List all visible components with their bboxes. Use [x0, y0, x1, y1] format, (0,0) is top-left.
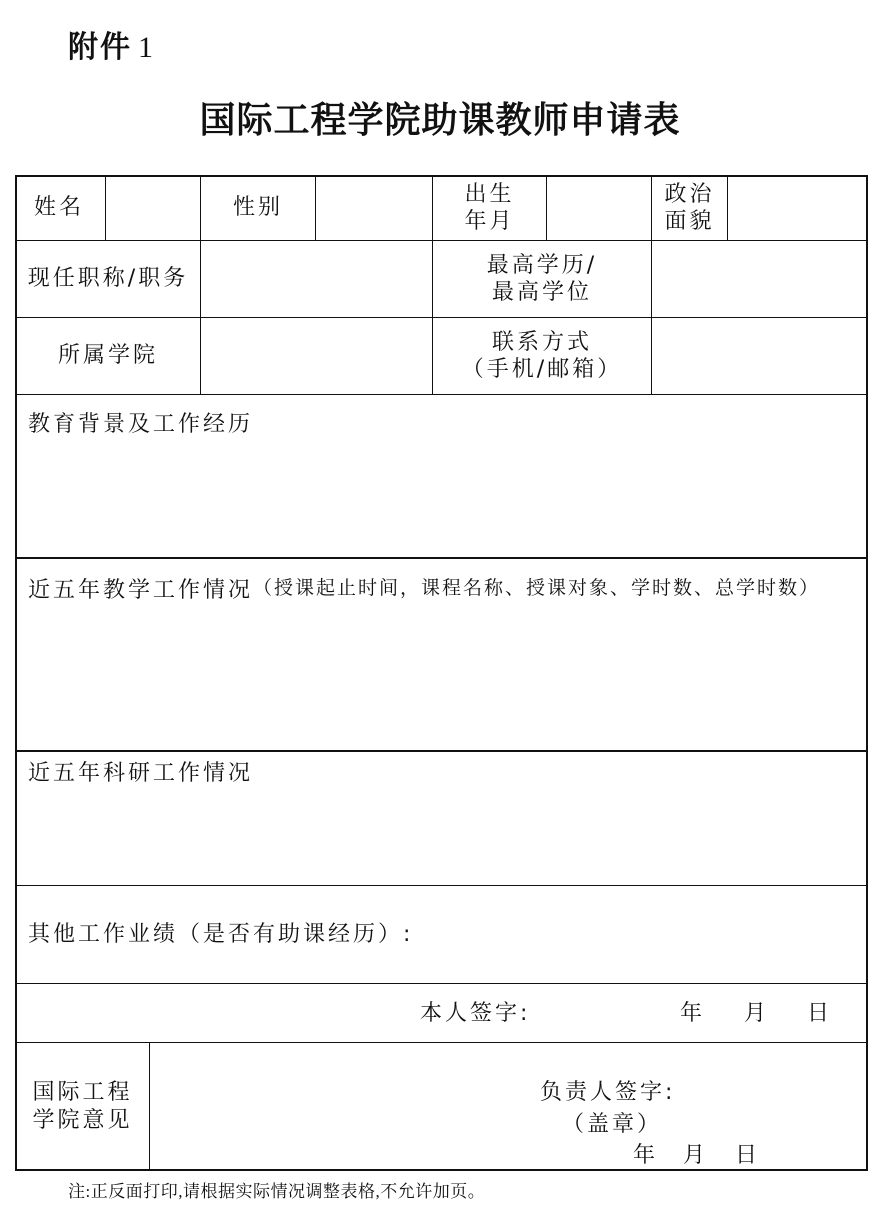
contact-label-line1: 联系方式	[491, 329, 592, 355]
teaching-label: 近五年教学工作情况	[28, 578, 254, 603]
gender-field[interactable]	[315, 175, 433, 241]
application-form	[15, 175, 868, 1171]
political-label-line1: 政治	[664, 181, 715, 207]
degree-label-line1: 最高学历/	[486, 252, 598, 278]
signature-year-label: 年	[680, 1001, 706, 1026]
political-label-line2: 面貌	[664, 209, 715, 234]
seal-label: （盖章）	[562, 1112, 663, 1137]
other-section[interactable]	[15, 885, 868, 984]
signature-row	[15, 983, 868, 1043]
research-label: 近五年科研工作情况	[28, 761, 254, 786]
education-label: 教育背景及工作经历	[28, 412, 254, 437]
birth-label-line2: 年月	[464, 209, 515, 234]
political-label-cell	[651, 175, 728, 241]
opinion-label-line1: 国际工程	[32, 1080, 133, 1105]
teaching-note: （授课起止时间，课程名称、授课对象、学时数、总学时数）	[253, 577, 821, 599]
gender-label: 性别	[232, 195, 283, 221]
opinion-label-cell	[15, 1042, 150, 1171]
birth-field[interactable]	[546, 175, 652, 241]
education-section[interactable]	[15, 394, 868, 559]
footnote: 注:正反面打印,请根据实际情况调整表格,不允许加页。	[68, 1182, 486, 1201]
gender-label-cell	[200, 175, 316, 241]
degree-label-cell	[432, 240, 652, 318]
opinion-month-label: 月	[683, 1143, 709, 1168]
contact-label-line2: （手机/邮箱）	[461, 357, 623, 382]
college-field[interactable]	[200, 317, 433, 395]
attachment-label	[68, 22, 155, 66]
teaching-section[interactable]	[15, 558, 868, 752]
leader-signature-label: 负责人签字:	[540, 1080, 676, 1105]
opinion-year-label: 年	[633, 1143, 659, 1168]
name-label: 姓名	[34, 195, 85, 221]
contact-label-cell	[432, 317, 652, 395]
birth-label-line1: 出生	[464, 181, 515, 207]
college-label-cell	[15, 317, 201, 395]
signature-month-label: 月	[744, 1001, 770, 1026]
page-title: 国际工程学院助课教师申请表	[199, 100, 681, 141]
degree-label-line2: 最高学位	[491, 280, 592, 305]
title-label: 现任职称/职务	[27, 266, 189, 292]
degree-field[interactable]	[651, 240, 868, 318]
college-label: 所属学院	[57, 343, 158, 369]
political-field[interactable]	[727, 175, 868, 241]
opinion-label-line2: 学院意见	[32, 1107, 133, 1133]
title-field[interactable]	[200, 240, 433, 318]
contact-field[interactable]	[651, 317, 868, 395]
opinion-field[interactable]	[149, 1042, 868, 1171]
attachment-number: 1	[138, 31, 155, 64]
name-field[interactable]	[105, 175, 201, 241]
title-label-cell	[15, 240, 201, 318]
birth-label-cell	[432, 175, 547, 241]
opinion-day-label: 日	[735, 1143, 761, 1168]
attachment-text: 附件	[68, 30, 132, 65]
research-section[interactable]	[15, 751, 868, 886]
signature-day-label: 日	[807, 1001, 833, 1026]
other-label: 其他工作业绩（是否有助课经历）:	[28, 921, 414, 947]
self-signature-label: 本人签字:	[420, 1001, 531, 1026]
